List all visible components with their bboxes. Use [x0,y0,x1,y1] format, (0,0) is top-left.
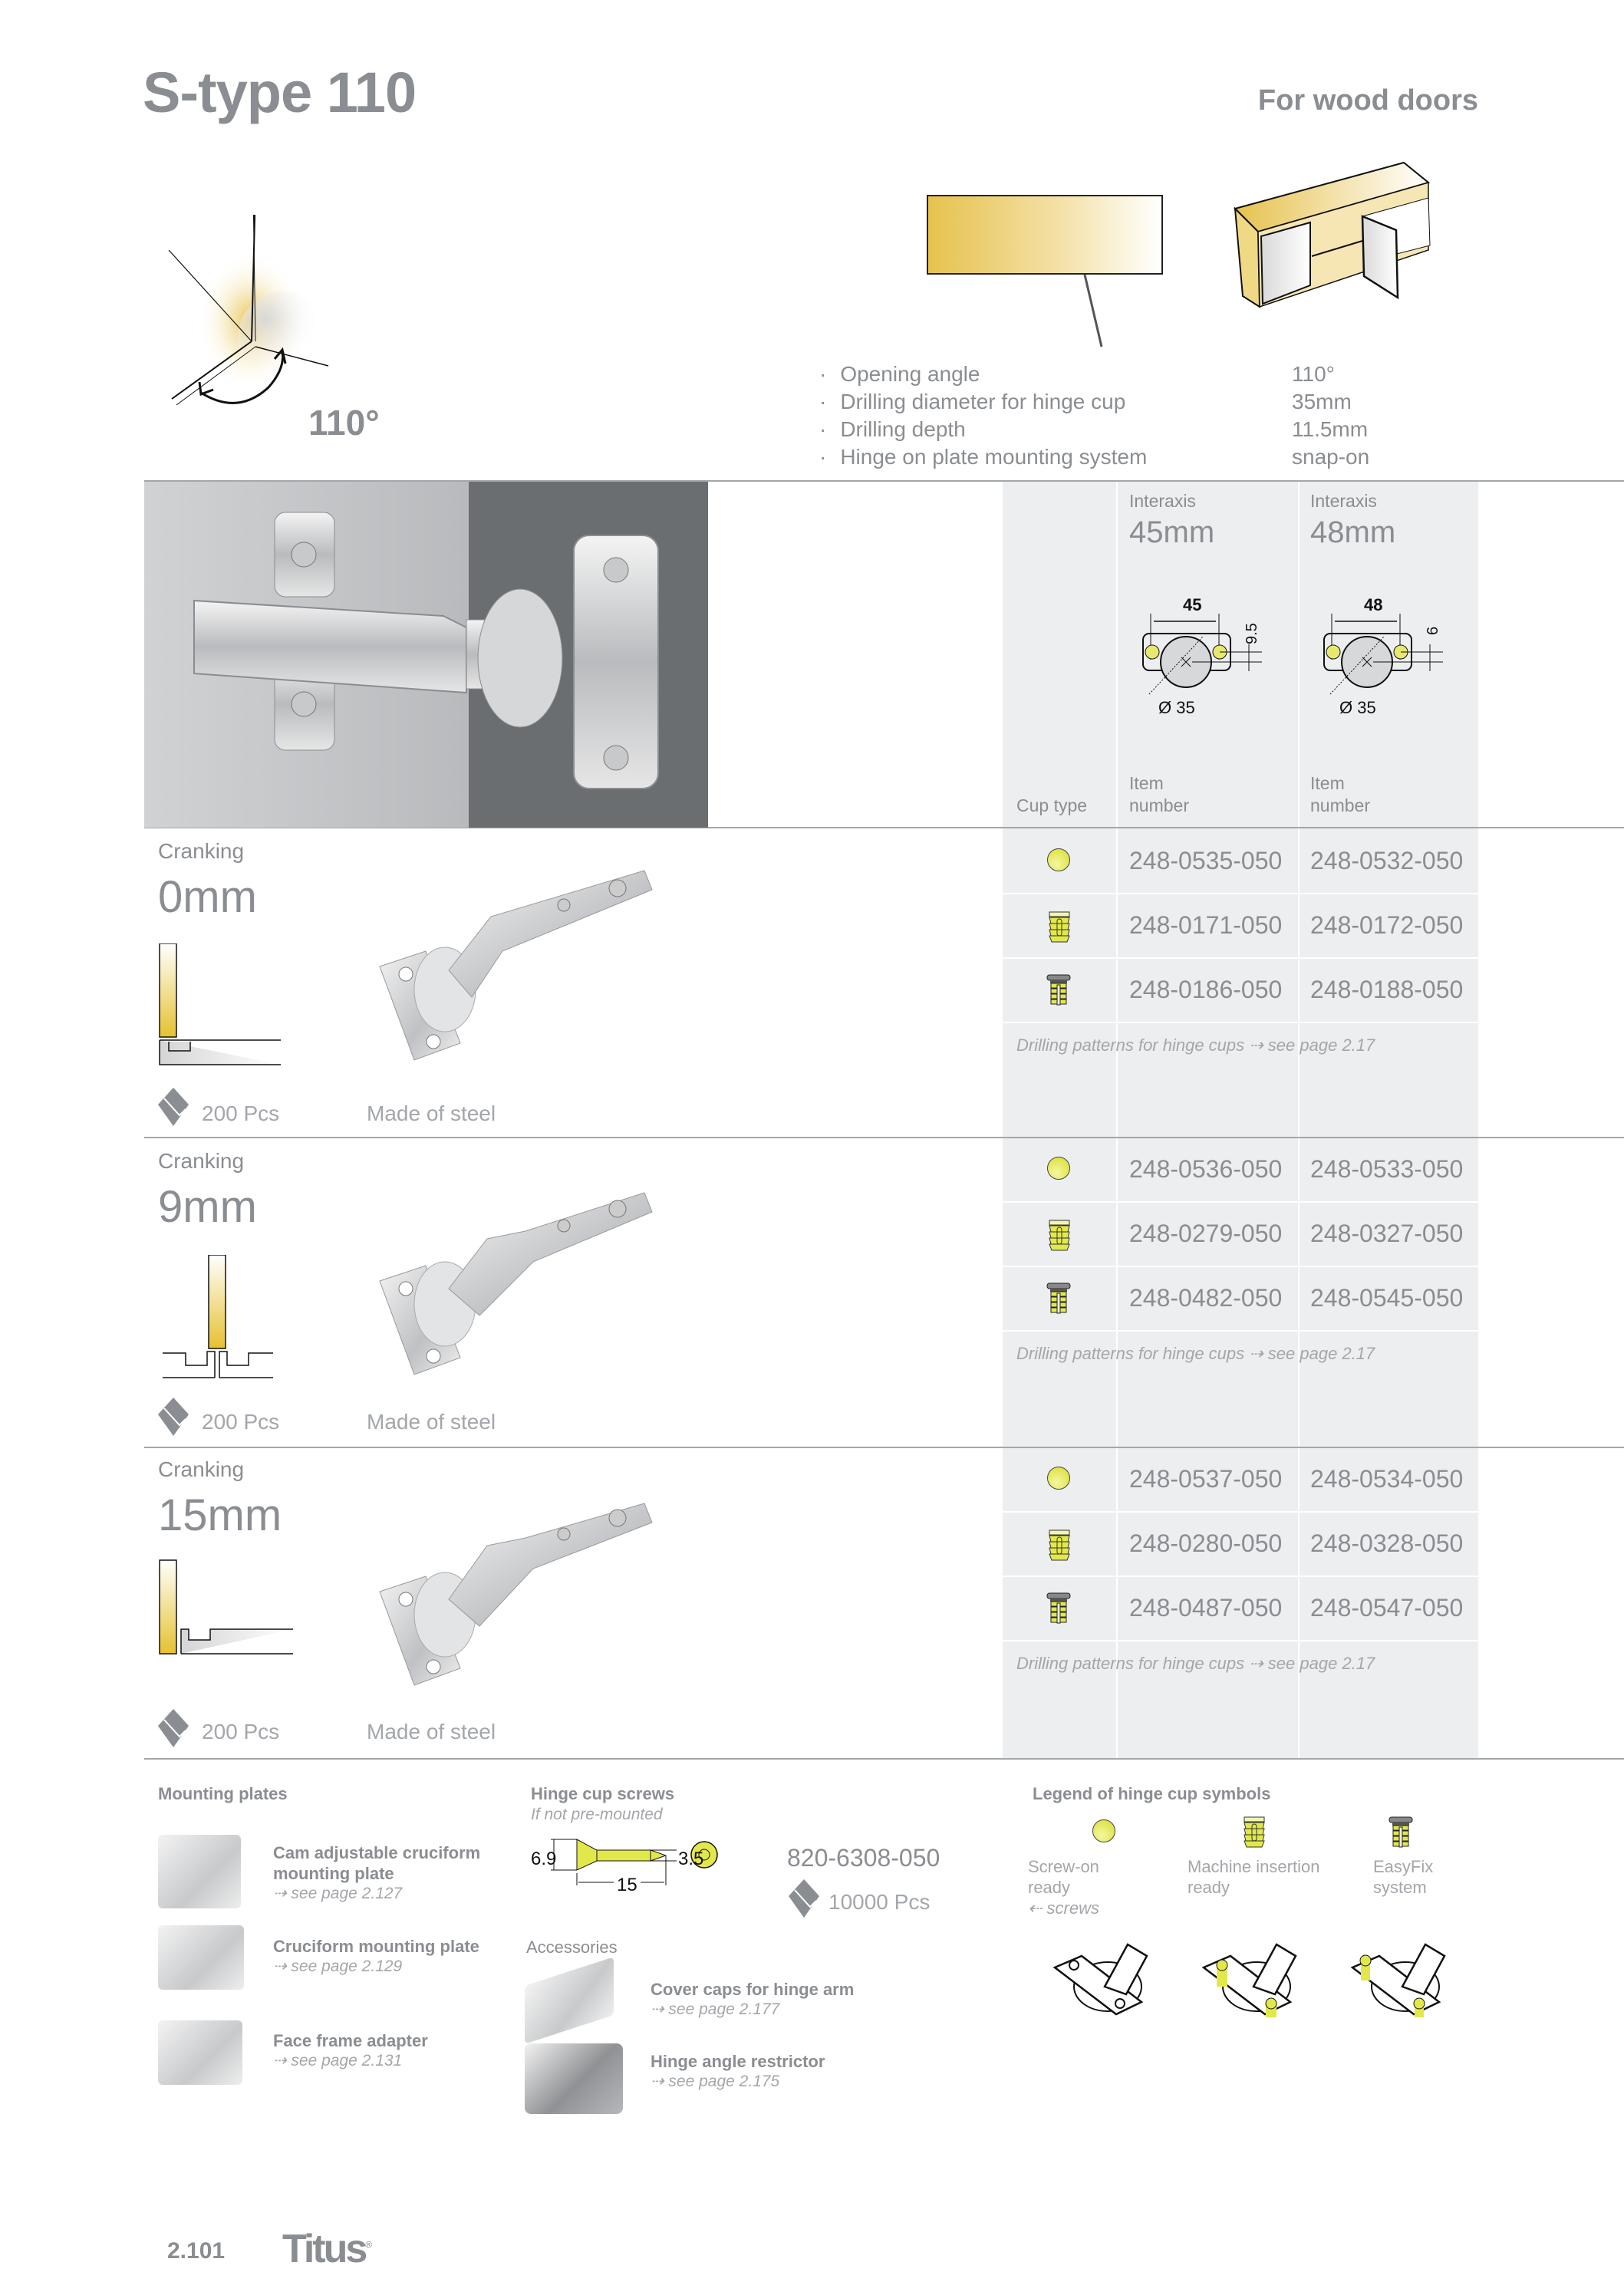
row-divider [1003,1201,1478,1203]
item-name: Hinge angle restrictor [651,2052,825,2071]
opening-angle-diagram-icon [153,215,368,414]
accessory-item[interactable] [651,1979,854,2019]
material-label: Made of steel [367,1410,496,1434]
hinge-product-icon [372,867,656,1082]
svg-text:Ø 35: Ø 35 [1339,698,1376,717]
spec-label: · Hinge on plate mounting system [819,443,1292,471]
cranking-label: Cranking [158,1457,245,1481]
spec-label: · Drilling depth [819,416,1292,443]
machine-insertion-cup-icon [1048,1220,1071,1252]
cranking-value: 0mm [158,872,257,922]
legend-line: system [1373,1878,1427,1897]
spec-row [819,361,1510,388]
hinge-screw-on-illustration-icon [1051,1933,1158,2017]
spec-row [819,443,1510,471]
divider [144,1758,1624,1760]
item-number[interactable]: 248-0535-050 [1129,847,1283,874]
panel-pointer-line-icon [1082,273,1112,350]
screw-on-cup-icon [1047,1467,1070,1490]
item-number[interactable]: 248-0534-050 [1310,1465,1464,1493]
item-name: Cover caps for hinge arm [651,1980,855,1999]
page-reference-link[interactable]: ⇢ see page 2.131 [273,2052,403,2069]
screws-link[interactable]: ⇠ screws [1028,1898,1099,1918]
registered-mark: ® [365,2239,373,2251]
screw-head-dimension: 6.9 [531,1849,557,1869]
svg-text:9.5: 9.5 [1244,623,1260,644]
screw-shaft-dimension: 3.5 [678,1849,704,1869]
easyfix-cup-icon [1046,974,1071,1006]
package-quantity: 200 Pcs [202,1410,280,1434]
svg-text:Ø 35: Ø 35 [1158,698,1195,717]
item-name: Cruciform mounting plate [273,1937,479,1956]
hinge-machine-insertion-illustration-icon [1200,1933,1307,2017]
item-number[interactable]: 248-0279-050 [1129,1220,1283,1247]
page-reference-link[interactable]: ⇢ see page 2.177 [651,2000,780,2018]
drilling-patterns-link[interactable]: Drilling patterns for hinge cups ⇢ see page 2.17 [1016,1344,1375,1363]
cranking-0mm-diagram-icon [158,943,281,1070]
spec-value: 35mm [1292,390,1352,413]
package-quantity: 200 Pcs [202,1720,280,1743]
legend-item-screw-on [1028,1856,1099,1918]
row-divider [1003,1576,1478,1577]
item-number[interactable]: 248-0487-050 [1129,1594,1283,1622]
package-box-icon [789,1879,819,1918]
page-title: S-type 110 [143,61,417,124]
brand-logo [282,2226,372,2272]
legend-item-easyfix [1373,1856,1433,1898]
cranking-9mm-diagram-icon [158,1255,281,1381]
material-label: Made of steel [367,1101,496,1125]
interaxis-value-48: 48mm [1310,515,1396,549]
cranking-value: 9mm [158,1182,257,1232]
screw-item-number[interactable]: 820-6308-050 [787,1844,940,1872]
item-number[interactable]: 248-0547-050 [1310,1594,1464,1622]
screw-on-cup-icon [1092,1819,1115,1842]
mounting-plate-item[interactable] [273,1842,480,1903]
row-divider [1003,893,1478,894]
spec-list [819,361,1510,471]
cabinet-illustration-icon [1227,161,1488,314]
row-divider [1003,1330,1478,1332]
screw-package-quantity: 10000 Pcs [828,1890,931,1914]
column-divider [1298,481,1300,1758]
machine-insertion-cup-icon [1048,1529,1071,1562]
spec-label: · Drilling diameter for hinge cup [819,388,1292,416]
item-number[interactable]: 248-0532-050 [1310,847,1464,874]
cranking-label: Cranking [158,1149,245,1173]
item-name: Cam adjustable cruciform [273,1843,481,1862]
package-box-icon [158,1709,189,1747]
item-number[interactable]: 248-0545-050 [1310,1284,1464,1312]
row-divider [1003,957,1478,959]
screw-on-cup-icon [1047,848,1070,871]
mounting-plates-heading: Mounting plates [158,1784,288,1803]
product-photo [144,482,708,828]
item-number[interactable]: 248-0537-050 [1129,1465,1283,1493]
item-number[interactable]: 248-0327-050 [1310,1220,1464,1247]
page-number: 2.101 [167,2238,226,2264]
drilling-diagram-48-icon [1309,591,1462,744]
legend-item-machine-insertion [1188,1856,1319,1898]
spec-value: 110° [1292,362,1335,386]
row-divider [1003,1022,1478,1023]
item-number-header-45-l2: number [1129,795,1189,815]
interaxis-label-45: Interaxis [1129,491,1196,511]
easyfix-cup-icon [1046,1282,1071,1315]
item-number-header-48-l1: Item [1310,773,1345,793]
cup-type-header: Cup type [1016,795,1088,815]
spec-row [819,388,1510,416]
package-quantity: 200 Pcs [202,1101,280,1125]
cranking-label: Cranking [158,839,245,863]
package-box-icon [158,1398,189,1436]
interaxis-value-45: 45mm [1129,515,1215,549]
spec-value: 11.5mm [1292,417,1369,441]
accessories-heading: Accessories [526,1938,618,1957]
legend-line: EasyFix [1373,1857,1434,1876]
face-frame-adapter-thumbnail [158,2020,242,2085]
divider [144,1137,1624,1138]
legend-line: ready [1188,1878,1230,1897]
item-number-header-48-l2: number [1310,795,1370,815]
mounting-plate-item[interactable] [273,2030,428,2070]
screw-on-cup-icon [1047,1157,1070,1180]
spec-row [819,416,1510,443]
cruciform-plate-thumbnail [158,1925,244,1990]
hinge-cup-screws-subheading: If not pre-mounted [531,1806,663,1823]
angle-label: 110° [308,403,380,443]
svg-text:48: 48 [1364,595,1383,614]
hinge-cup-screws-heading: Hinge cup screws [531,1784,675,1803]
page-reference-link[interactable]: ⇢ see page 2.129 [273,1958,403,1975]
easyfix-cup-icon [1046,1592,1071,1625]
item-number[interactable]: 248-0186-050 [1129,976,1283,1003]
package-box-icon [158,1088,189,1126]
mounting-plate-item[interactable] [273,1936,479,1976]
interaxis-label-48: Interaxis [1310,491,1377,511]
spec-label: · Opening angle [819,361,1292,388]
legend-heading: Legend of hinge cup symbols [1033,1784,1271,1803]
spec-value: snap-on [1292,445,1370,469]
drilling-diagram-45-icon [1128,591,1281,744]
cranking-15mm-diagram-icon [158,1559,296,1658]
item-number[interactable]: 248-0536-050 [1129,1155,1283,1183]
page-reference-link[interactable]: ⇢ see page 2.175 [651,2073,780,2090]
cam-plate-thumbnail [158,1835,241,1908]
column-divider [1116,481,1118,1758]
item-number-header-45-l1: Item [1129,773,1164,793]
screw-length-dimension: 15 [614,1875,641,1896]
material-label: Made of steel [367,1720,496,1743]
machine-insertion-cup-icon [1048,911,1071,943]
row-divider [1003,1511,1478,1513]
item-number[interactable]: 248-0533-050 [1310,1155,1464,1183]
item-name: Face frame adapter [273,2031,428,2050]
item-number[interactable]: 248-0171-050 [1129,911,1283,939]
item-number[interactable]: 248-0172-050 [1310,911,1464,939]
screw-diagram-icon [528,1833,758,1902]
easyfix-cup-icon [1388,1816,1413,1849]
hinge-photo-icon [144,482,708,828]
angle-restrictor-thumbnail [525,2043,623,2114]
row-divider [1003,1266,1478,1267]
hinge-product-icon [372,1181,656,1396]
divider [144,1447,1624,1448]
item-number[interactable]: 248-0328-050 [1310,1529,1464,1557]
item-number[interactable]: 248-0482-050 [1129,1284,1283,1312]
door-panel-illustration [927,195,1163,275]
svg-text:6: 6 [1425,626,1441,635]
hinge-product-icon [372,1492,656,1707]
legend-line: ready [1028,1878,1071,1897]
accessory-item[interactable] [651,2051,825,2091]
legend-line: Machine insertion [1188,1857,1320,1876]
row-divider [1003,1640,1478,1641]
item-number[interactable]: 248-0188-050 [1310,976,1464,1003]
cover-cap-thumbnail [525,1957,614,2044]
page-reference-link[interactable]: ⇢ see page 2.127 [273,1885,403,1902]
machine-insertion-cup-icon [1243,1816,1266,1849]
hinge-easyfix-illustration-icon [1349,1933,1456,2017]
item-name: mounting plate [273,1864,394,1883]
cranking-value: 15mm [158,1490,282,1540]
page-subtitle: For wood doors [1257,84,1478,117]
item-number[interactable]: 248-0280-050 [1129,1529,1283,1557]
brand-name: Titus [282,2227,366,2271]
legend-line: Screw-on [1028,1857,1099,1876]
dim-width: 45 [1183,595,1202,614]
drilling-patterns-link[interactable]: Drilling patterns for hinge cups ⇢ see page 2.17 [1016,1036,1375,1055]
drilling-patterns-link[interactable]: Drilling patterns for hinge cups ⇢ see page 2.17 [1016,1654,1375,1673]
